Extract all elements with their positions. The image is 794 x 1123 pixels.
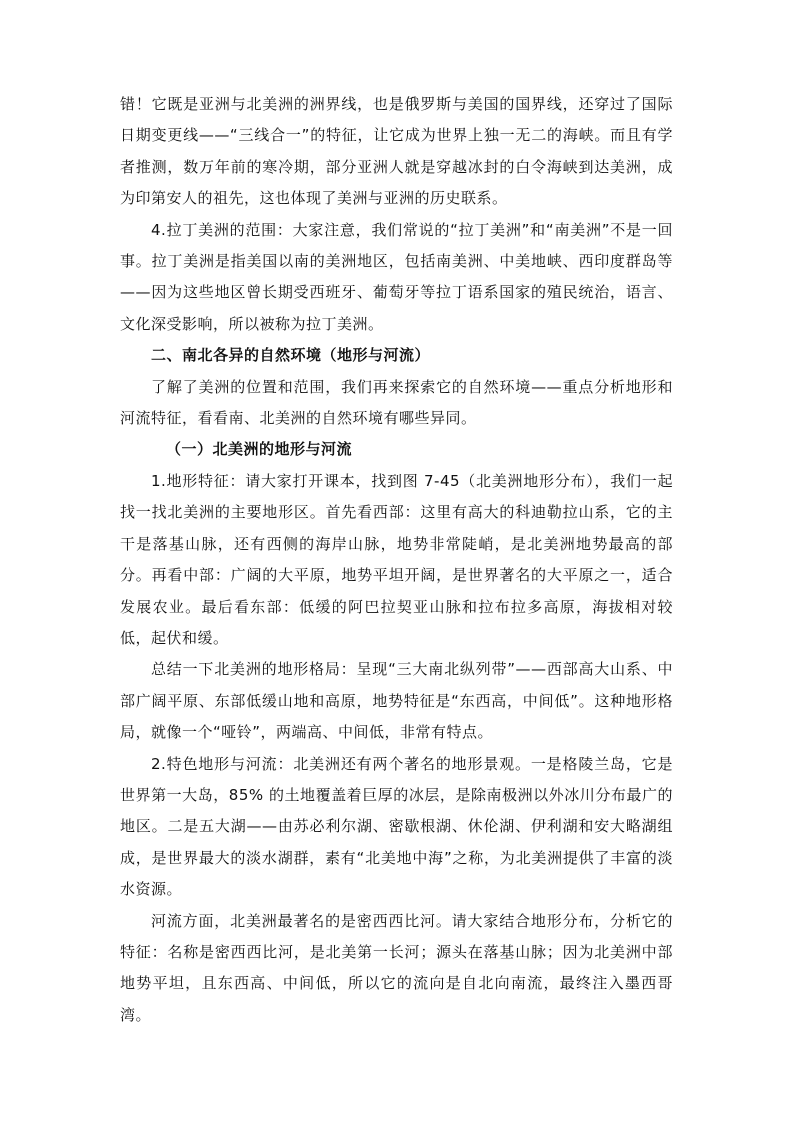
paragraph-terrain-summary: 总结一下北美洲的地形格局：呈现“三大南北纵列带”——西部高大山系、中部广阔平原、东部低缓山地和高原，地势特征是“东西高，中间低”。这种地形格局，就像一个“哑铃”，两端高、中间低，非常有特点。 <box>120 660 673 742</box>
paragraph-latin-america-scope: 4.拉丁美洲的范围：大家注意，我们常说的“拉丁美洲”和“南美洲”不是一回事。拉丁美洲是指美国以南的美洲地区，包括南美洲、中美地峡、西印度群岛等——因为这些地区曾长期受西班牙、葡萄牙等拉丁语系国家的殖民统治，语言、文化深受影响，所以被称为拉丁美洲。 <box>120 220 673 333</box>
section-heading-natural-environment: 二、南北各异的自然环境（地形与河流） <box>151 346 431 365</box>
subsection-heading-north-america: （一）北美洲的地形与河流 <box>166 440 353 459</box>
paragraph-terrain-features: 1.地形特征：请大家打开课本，找到图 7-45（北美洲地形分布），我们一起找一找北美洲的主要地形区。首先看西部：这里有高大的科迪勒拉山系，它的主干是落基山脉，还有西侧的海岸山脉，地势非常陡峭，是北美洲地势最高的部分。再看中部：广阔的大平原，地势平坦开阔，是世界著名的大平原之一，适合发展农业。最后看东部：低缓的阿巴拉契亚山脉和拉布拉多高原，海拔相对较低，起伏和缓。 <box>120 471 673 647</box>
document-body <box>120 89 673 1031</box>
paragraph-section-intro: 了解了美洲的位置和范围，我们再来探索它的自然环境——重点分析地形和河流特征，看看南、北美洲的自然环境有哪些异同。 <box>120 377 673 428</box>
paragraph-bering-strait: 错！它既是亚洲与北美洲的洲界线，也是俄罗斯与美国的国界线，还穿过了国际日期变更线——“三线合一”的特征，让它成为世界上独一无二的海峡。而且有学者推测，数万年前的寒冷期，部分亚洲人就是穿越冰封的白令海峡到达美洲，成为印第安人的祖先，这也体现了美洲与亚洲的历史联系。 <box>120 95 673 208</box>
paragraph-special-landforms: 2.特色地形与河流：北美洲还有两个著名的地形景观。一是格陵兰岛，它是世界第一大岛，85% 的土地覆盖着巨厚的冰层，是除南极洲以外冰川分布最广的地区。二是五大湖——由苏必利尔湖、密歇根湖、休伦湖、伊利湖和安大略湖组成，是世界最大的淡水湖群，素有“北美地中海”之称，为北美洲提供了丰富的淡水资源。 <box>120 754 673 899</box>
paragraph-mississippi-river: 河流方面，北美洲最著名的是密西西比河。请大家结合地形分布，分析它的特征：名称是密西西比河，是北美第一长河；源头在落基山脉；因为北美洲中部地势平坦，且东西高、中间低，所以它的流向是自北向南流，最终注入墨西哥湾。 <box>120 911 673 1024</box>
